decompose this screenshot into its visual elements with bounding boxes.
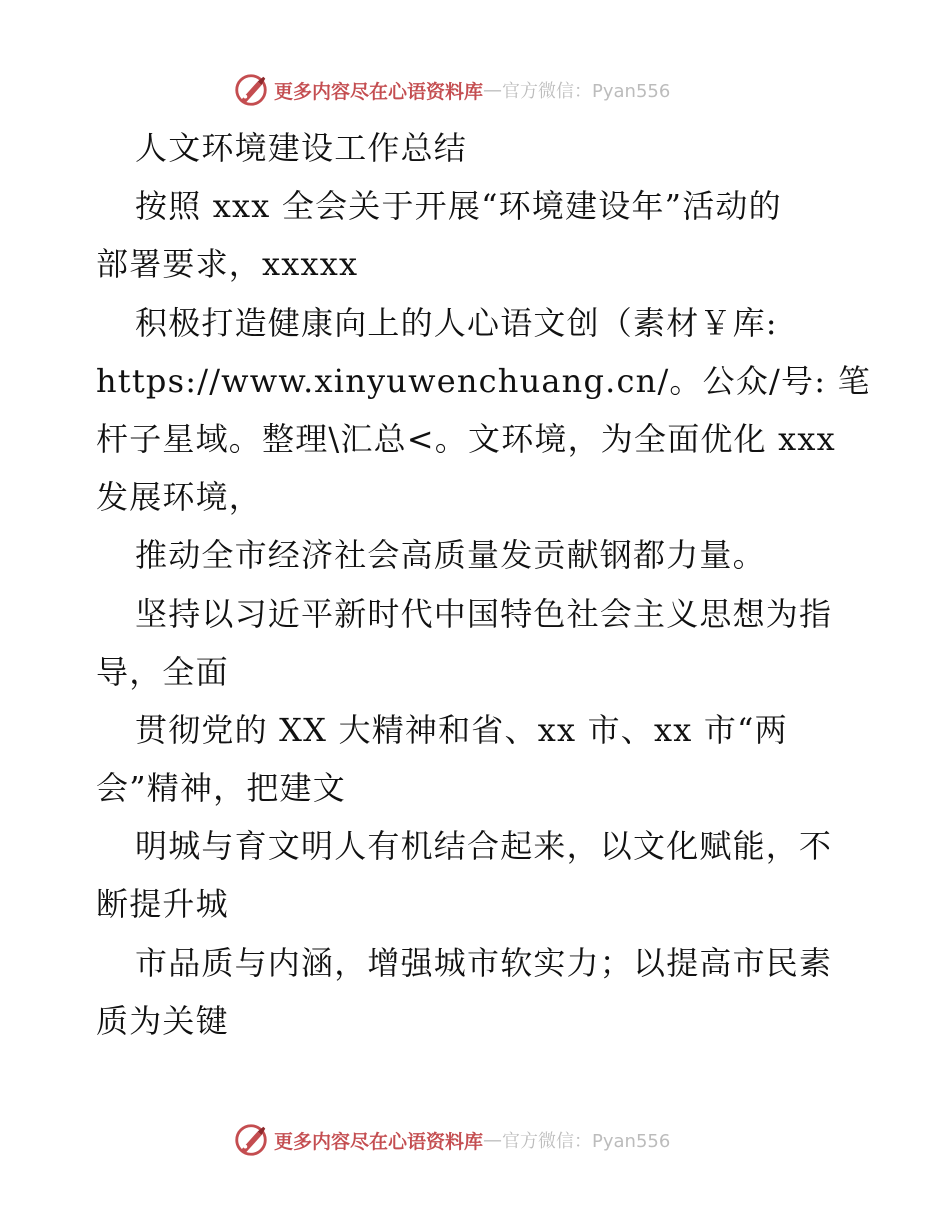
footer-banner: [232, 1120, 670, 1160]
header-banner: [232, 70, 670, 110]
paragraph-line: 贯彻党的 XX 大精神和省、xx 市、xx 市“两: [135, 710, 788, 749]
paragraph-line: 部署要求，xxxxx: [96, 245, 359, 284]
paragraph-line: 坚持以习近平新时代中国特色社会主义思想为指: [135, 594, 833, 633]
paragraph-line: 断提升城: [96, 885, 229, 924]
wechat-contact: 官方微信：Pyan556: [502, 1131, 671, 1152]
wechat-contact: 官方微信：Pyan556: [502, 81, 671, 102]
paragraph-line: 杆子星域。整理\汇总<。文环境，为全面优化 xxx: [96, 419, 836, 458]
paragraph-line: 明城与育文明人有机结合起来，以文化赋能，不: [135, 827, 833, 866]
pen-logo-icon: [232, 1121, 270, 1159]
paragraph-line: https://www.xinyuwenchuang.cn/。公众/号: 笔: [96, 361, 871, 400]
paragraph-line: 会”精神，把建文: [96, 769, 346, 808]
paragraph-line: 推动全市经济社会高质量发贡献钢都力量。: [135, 536, 766, 575]
document-body: [96, 119, 871, 1050]
pen-logo-icon: [232, 71, 270, 109]
brand-name: 更多内容尽在心语资料库: [274, 1130, 484, 1153]
banner-separator: —: [483, 79, 503, 101]
paragraph-line: 市品质与内涵，增强城市软实力；以提高市民素: [135, 943, 833, 982]
paragraph-line: 按照 xxx 全会关于开展“环境建设年”活动的: [135, 187, 782, 226]
banner-separator: —: [483, 1129, 503, 1151]
paragraph-line: 发展环境，: [96, 478, 263, 517]
paragraph-line: 质为关键: [96, 1001, 229, 1040]
document-title: 人文环境建设工作总结: [135, 129, 468, 167]
paragraph-line: 积极打造健康向上的人心语文创（素材￥库:: [135, 303, 778, 342]
paragraph-line: 导，全面: [96, 652, 229, 691]
brand-name: 更多内容尽在心语资料库: [274, 80, 484, 103]
